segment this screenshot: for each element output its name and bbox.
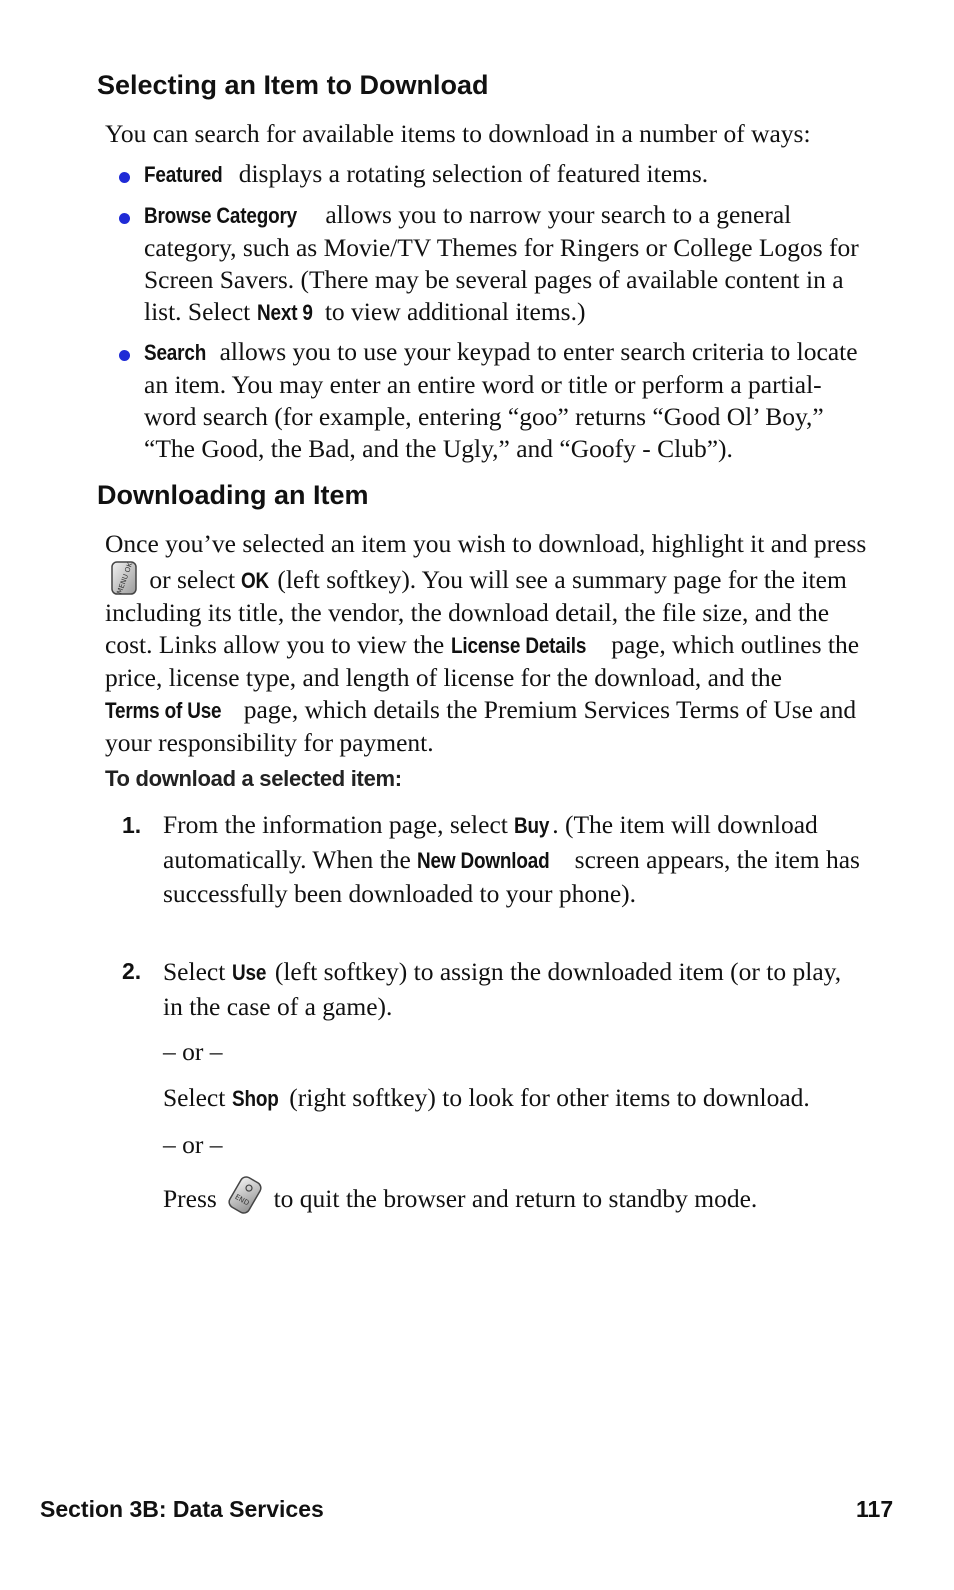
keyword-use: Use — [231, 960, 266, 985]
or-separator: – or – — [163, 1130, 223, 1159]
bullet-text: allows you to use your keypad to enter search criteria to locate an item. You may enter an entire word or title or perform a partial-word search (for example, entering “goo” returns “Good Ol’ Boy,” “The Good, the Bad, and the Ugly,” and “Goofy - Club”). — [144, 337, 858, 463]
downloading-paragraph — [105, 528, 875, 759]
bullet-text: allows you to narrow your search to a general category, such as Movie/TV Themes for Ringers or College Logos for Screen Savers. (There may be several pages of available content in a list. Select — [144, 200, 859, 326]
footer-page-number: 117 — [856, 1496, 894, 1522]
bullet-text: displays a rotating selection of featured items. — [232, 159, 709, 188]
shop-option-text — [163, 1082, 883, 1115]
keyword-new-download: New Download — [417, 847, 550, 873]
menu-ok-key-icon — [109, 560, 139, 596]
step-text: (right softkey) to look for other items to download. — [282, 1083, 810, 1112]
intro-paragraph: You can search for available items to download in a number of ways: — [105, 119, 811, 148]
para-text: or select — [143, 565, 242, 594]
step-text: From the information page, select — [163, 810, 515, 839]
end-option-text — [163, 1175, 883, 1215]
section-heading-selecting: Selecting an Item to Download — [97, 70, 489, 100]
section-heading-downloading: Downloading an Item — [97, 480, 369, 510]
para-text: Once you’ve selected an item you wish to download, highlight it and press — [105, 529, 867, 558]
keyword-ok: OK — [241, 568, 270, 593]
keyword-terms-of-use: Terms of Use — [105, 698, 222, 723]
bullet-featured — [144, 158, 884, 191]
step-text: screen appears, the item has successfully been downloaded to your phone). — [163, 844, 860, 908]
step-text: Press — [163, 1184, 224, 1213]
end-key-icon — [227, 1175, 263, 1211]
keyword-license-details: License Details — [450, 633, 586, 658]
step-number: 1. — [122, 812, 142, 838]
step-text: Select — [163, 1083, 232, 1112]
keyword-browse-category: Browse Category — [144, 203, 298, 228]
bullet-dot — [119, 213, 130, 224]
bullet-text: to view additional items.) — [318, 297, 586, 326]
keyword-next-9: Next 9 — [256, 300, 313, 325]
step-text: Select — [163, 957, 232, 986]
step-1-text — [163, 808, 863, 911]
step-text: . (The item will download automatically. When the — [163, 810, 818, 874]
para-text: page, which details the Premium Services Terms of Use and your responsibility for payment. — [105, 695, 857, 757]
footer-section-title: Section 3B: Data Services — [40, 1496, 324, 1522]
step-text: (left softkey) to assign the downloaded item (or to play, in the case of a game). — [163, 957, 842, 1021]
bullet-dot — [119, 350, 130, 361]
para-text: (left softkey). You will see a summary page for the item including its title, the vendor, the download detail, the file size, and the cost. Links allow you to view the — [105, 565, 847, 659]
step-number: 2. — [122, 958, 142, 984]
bullet-search — [144, 336, 872, 465]
keyword-buy: Buy — [514, 813, 550, 838]
step-text: to quit the browser and return to standby mode. — [267, 1184, 758, 1213]
bullet-browse-category — [144, 199, 872, 329]
svg-text:MENU OK: MENU OK — [115, 561, 135, 596]
svg-text:END: END — [233, 1192, 251, 1208]
keyword-shop: Shop — [231, 1086, 279, 1111]
bullet-dot — [119, 172, 130, 183]
para-text: page, which outlines the price, license type, and length of license for the download, and the — [105, 630, 860, 692]
keyword-featured: Featured — [144, 162, 223, 187]
or-separator: – or – — [163, 1037, 223, 1066]
step-2-text — [163, 955, 863, 1023]
procedure-title: To download a selected item: — [105, 766, 402, 791]
keyword-search: Search — [144, 340, 207, 365]
